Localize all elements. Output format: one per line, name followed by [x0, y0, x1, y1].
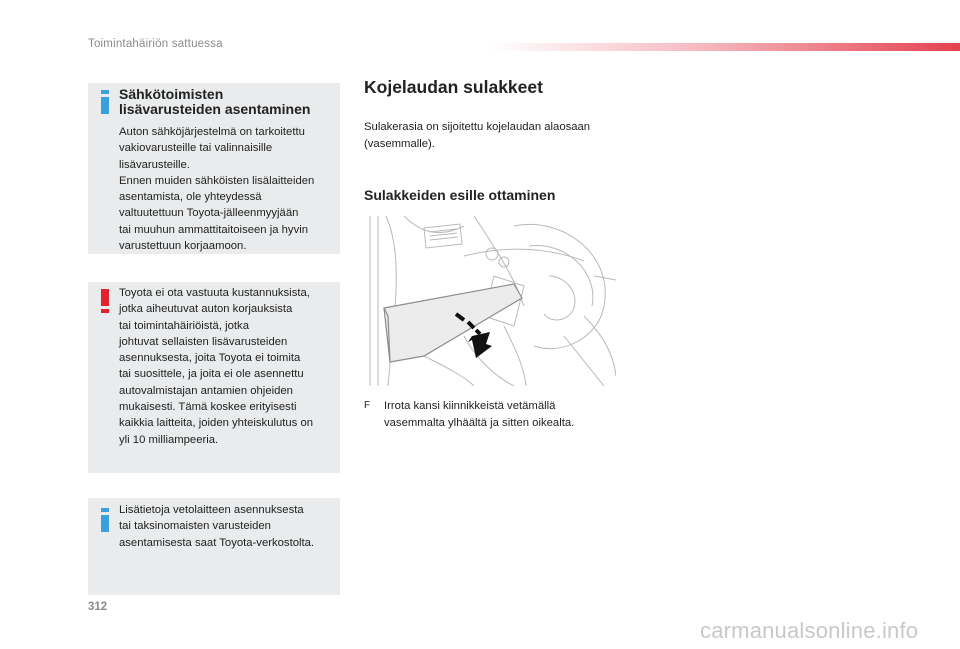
info-icon [101, 90, 109, 114]
step-text: Irrota kansi kiinnikkeistä vetämällä vasemmalta ylhäältä ja sitten oikealta. [384, 400, 575, 429]
install-info-box [88, 83, 340, 254]
section-subtitle: Sulakkeiden esille ottaminen [364, 187, 556, 203]
step-bullet: F [364, 400, 371, 411]
towing-info-body: Lisätietoja vetolaitteen asennuksesta tai taksinomaisten varusteiden asentamisesta saat Toyota-verkostolta. [119, 504, 315, 549]
watermark: carmanualsonline.info [700, 618, 919, 643]
intro-text: Sulakerasia on sijoitettu kojelaudan alaosaan (vasemmalle). [364, 121, 591, 150]
section-title: Toimintahäiriön sattuessa [88, 38, 223, 50]
warning-box [88, 282, 340, 473]
install-box-body: Auton sähköjärjestelmä on tarkoitettu vakiovarusteille tai valinnaisille lisävarusteille. Ennen muiden sähköisten lisälaitteiden asentamista, ole yhteydessä valtuutettuun Toyota-jälleenmyyjään tai muuhun ammattitaitoiseen ja hyvin varustettuun korjaamoon. [119, 126, 315, 253]
warning-icon [101, 289, 109, 313]
page-title: Kojelaudan sulakkeet [364, 77, 543, 97]
dashboard-fuse-illustration [364, 216, 616, 386]
page-number: 312 [88, 601, 108, 613]
header-accent-bar [490, 43, 960, 51]
warning-box-body: Toyota ei ota vastuuta kustannuksista, jotka aiheutuvat auton korjauksista tai toimintahäiriöistä, jotka johtuvat sellaisten lisävarusteiden asennuksesta, joita Toyota ei toimita tai suosittele, ja joita ei ole asennettu autovalmistajan antamien ohjeiden mukaisesti. Tämä koskee erityisesti kaikkia laitteita, joiden yhteiskulutus on yli 10 milliampeeria. [119, 287, 314, 446]
towing-info-box [88, 498, 340, 595]
info-icon [101, 508, 109, 532]
install-box-title: Sähkötoimisten lisävarusteiden asentaminen [119, 86, 311, 117]
